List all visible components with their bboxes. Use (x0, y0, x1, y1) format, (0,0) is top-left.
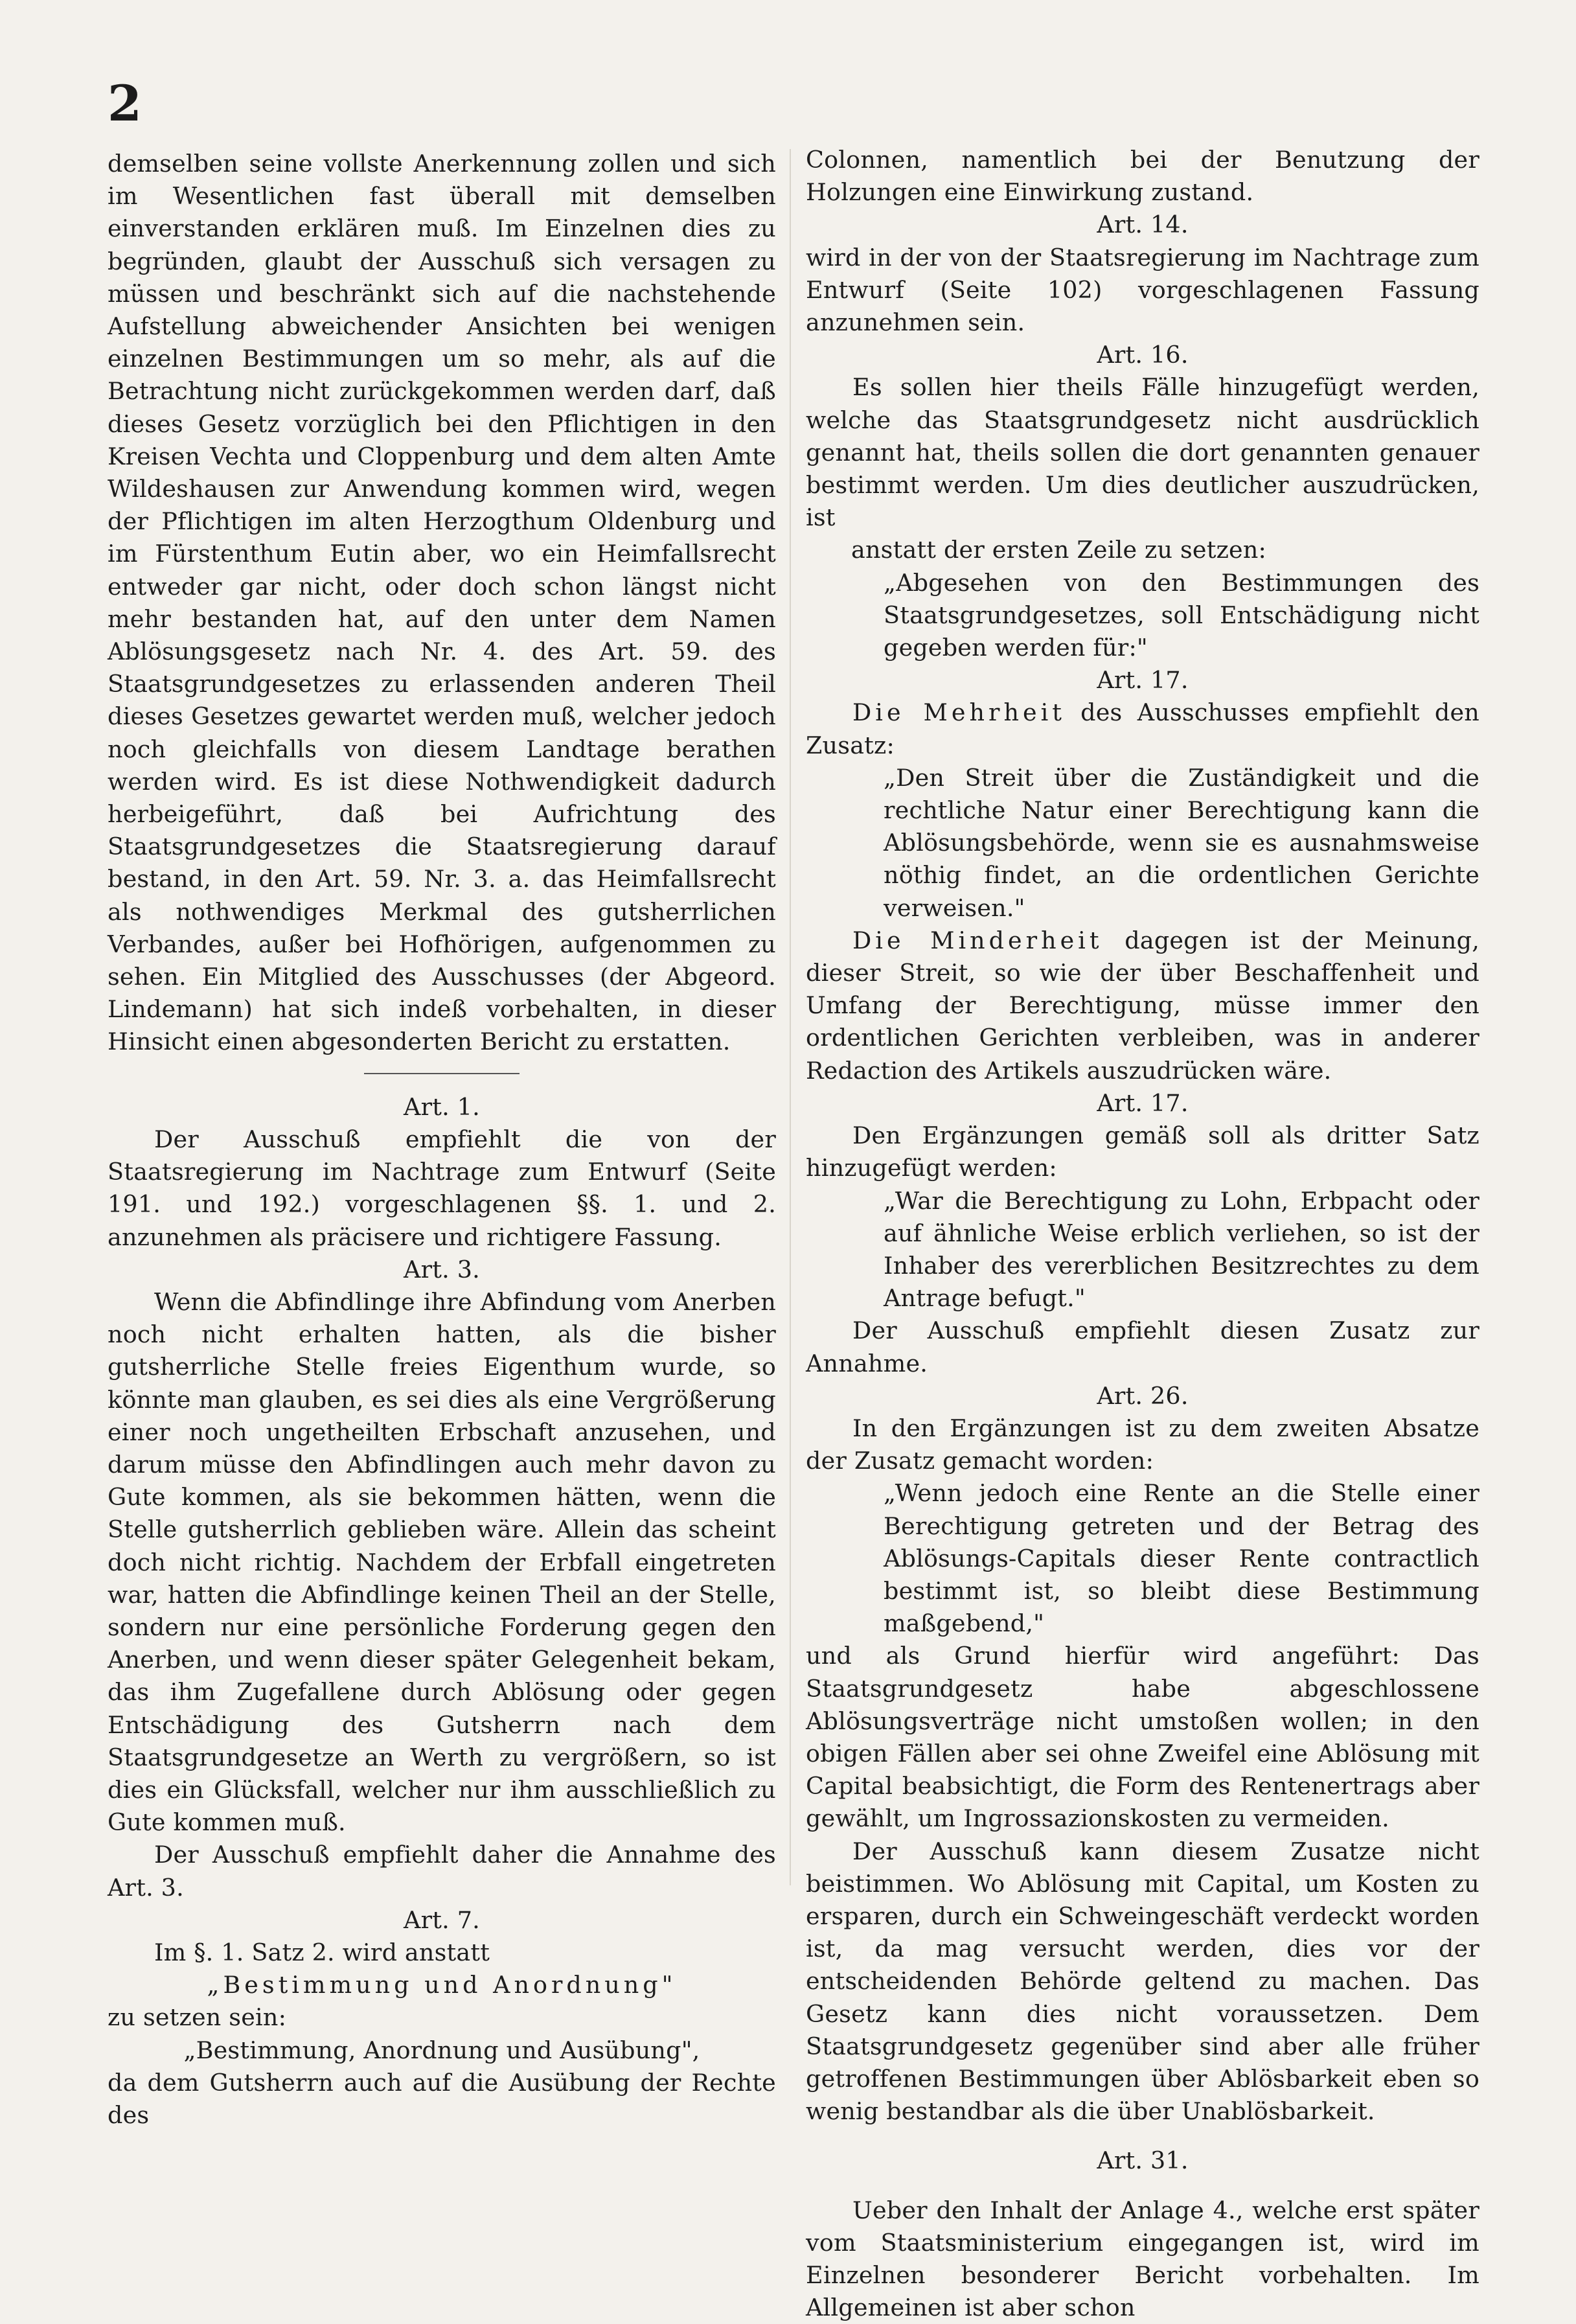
art14-heading: Art. 14. (1097, 211, 1189, 239)
art26-heading: Art. 26. (1097, 1381, 1189, 1410)
art3-recommendation: Der Ausschuß empfiehlt daher die Annahme des Art. 3. (108, 1841, 776, 1902)
minority-text: dagegen ist der Meinung, dieser Streit, so wie der über Beschaffenheit und Umfang der Berechtigung, müsse immer den ordentlichen Gerichten verbleiben, was in anderer Redaction des Artikels auszudrücken wäre. (806, 926, 1479, 1085)
art14-text: wird in der von der Staatsregierung im Nachtrage zum Entwurf (Seite 102) vorgeschlagenen Fassung anzunehmen sein. (806, 243, 1479, 337)
continuation-text: Colonnen, namentlich bei der Benutzung der Holzungen eine Einwirkung zustand. (806, 146, 1479, 207)
spacer (806, 2128, 1479, 2145)
art17b-heading: Art. 17. (1097, 1088, 1189, 1117)
left-column (108, 148, 776, 2132)
section-rule (364, 1073, 520, 1074)
art17b-text: Den Ergänzungen gemäß soll als dritter Satz hinzugefügt werden: (806, 1122, 1479, 1182)
art16-line: anstatt der ersten Zeile zu setzen: (851, 536, 1267, 564)
intro-paragraph: demselben seine vollste Anerkennung zollen und sich im Wesentlichen fast überall mit demselben einverstanden erklären muß. Im Einzelnen dies zu begründen, glaubt der Ausschuß sich versagen zu müssen und beschränkt sich auf die nachstehende Aufstellung abweichender Ansichten bei wenigen einzelnen Bestimmungen um so mehr, als auf die Betrachtung nicht zurückgekommen werden darf, daß dieses Gesetz vorzüglich bei den Pflichtigen in den Kreisen Vechta und Cloppenburg und dem alten Amte Wildeshausen zur Anwendung kommen wird, wegen der Pflichtigen im alten Herzogthum Oldenburg und im Fürstenthum Eutin aber, wo ein Heimfallsrecht entweder gar nicht, oder doch schon längst nicht mehr bestanden hat, auf den unter dem Namen Ablösungsgesetz nach Nr. 4. des Art. 59. des Staatsgrundgesetzes zu erlassenden anderen Theil dieses Gesetzes gewartet werden muß, welcher jedoch noch gleichfalls von diesem Landtage berathen werden wird. Es ist diese Nothwendigkeit dadurch herbeigeführt, daß bei Aufrichtung des Staatsgrundgesetzes die Staatsregierung darauf bestand, in den Art. 59. Nr. 3. a. das Heimfallsrecht als nothwendiges Merkmal des gutsherrlichen Verbandes, außer bei Hofhörigen, aufgenommen zu sehen. Ein Mitglied des Ausschusses (der Abgeord. Lindemann) hat sich indeß vorbehalten, in dieser Hinsicht einen abgesonderten Bericht zu erstatten. (108, 150, 776, 1056)
art17a-heading: Art. 17. (1097, 666, 1189, 695)
art7-heading: Art. 7. (404, 1905, 480, 1934)
minority-label: Die Minderheit (852, 926, 1103, 954)
column-divider (790, 149, 791, 1885)
art17b-recommendation: Der Ausschuß empfiehlt diesen Zusatz zur Annahme. (806, 1317, 1479, 1377)
majority-text: des Ausschusses empfiehlt den Zusatz: (806, 698, 1479, 759)
art1-text: Der Ausschuß empfiehlt die von der Staatsregierung im Nachtrage zum Entwurf (Seite 191. und 192.) vorgeschlagenen §§. 1. und 2. anzunehmen als präcisere und richtigere Fassung. (108, 1125, 776, 1251)
art1-heading: Art. 1. (404, 1092, 480, 1121)
spacer (806, 2178, 1479, 2194)
art17b-quote: „War die Berechtigung zu Lohn, Erbpacht oder auf ähnliche Weise erblich verliehen, so ist der Inhaber des vererblichen Besitzrechtes zu dem Antrage befugt." (884, 1186, 1479, 1313)
art17a-majority (806, 696, 1479, 761)
art16-heading: Art. 16. (1097, 341, 1189, 369)
art26-rejection: Der Ausschuß kann diesem Zusatze nicht beistimmen. Wo Ablösung mit Capital, um Kosten zu ersparen, durch ein Schweingeschäft verdeckt worden ist, da mag versucht werden, dies vor der entscheidenden Behörde geltend zu machen. Das Gesetz kann dies nicht voraussetzen. Dem Staatsgrundgesetz gegenüber sind aber alle früher getroffenen Bestimmungen über Ablösbarkeit eben so wenig bestandbar als die über Unablösbarkeit. (806, 1837, 1479, 2126)
art26-text: In den Ergänzungen ist zu dem zweiten Absatze der Zusatz gemacht worden: (806, 1414, 1479, 1475)
art26-quote: „Wenn jedoch eine Rente an die Stelle einer Berechtigung getreten und der Betrag des Ablösungs-Capitals dieser Rente contractlich bestimmt ist, so bleibt diese Bestimmung maßgebend," (884, 1479, 1479, 1638)
right-column (806, 144, 1479, 2324)
art17a-quote: „Den Streit über die Zuständigkeit und die rechtliche Natur einer Berechtigung kann die Ablösungsbehörde, wenn sie es ausnahmsweise nöthig findet, an die ordentlichen Gerichte verweisen." (884, 763, 1479, 922)
art26-reason: und als Grund hierfür wird angeführt: Das Staatsgrundgesetz habe abgeschlossene Ablösungsverträge nicht umstoßen wollen; in den obigen Fällen aber sei ohne Zweifel eine Ablösung mit Capital beabsichtigt, die Form des Rentenertrags aber gewählt, um Ingrossazionskosten zu vermeiden. (806, 1642, 1479, 1833)
art31-text: Ueber den Inhalt der Anlage 4., welche erst später vom Staatsministerium eingegangen ist, wird im Einzelnen besonderer Bericht vorbehalten. Im Allgemeinen ist aber schon (806, 2196, 1479, 2322)
art16-text: Es sollen hier theils Fälle hinzugefügt werden, welche das Staatsgrundgesetz nicht ausdrücklich genannt hat, theils sollen die dort genannten genauer bestimmt werden. Um dies deutlicher auszudrücken, ist (806, 373, 1479, 532)
art3-text: Wenn die Abfindlinge ihre Abfindung vom Anerben noch nicht erhalten hatten, als die bisher gutsherrliche Stelle freies Eigenthum wurde, so könnte man glauben, es sei dies als eine Vergrößerung einer noch ungetheilten Erbschaft anzusehen, und darum müsse den Abfindlingen auch mehr davon zu Gute kommen, als sie bekommen hätten, wenn die Stelle gutsherrlich geblieben wäre. Allein das scheint doch nicht richtig. Nachdem der Erbfall eingetreten war, hatten die Abfindlinge keinen Theil an der Stelle, sondern nur eine persönliche Forderung gegen den Anerben, und wenn dieser später Gelegenheit bekam, das ihm Zugefallene durch Ablösung oder gegen Entschädigung des Gutsherrn nach dem Staatsgrundgesetze an Werth zu vergrößern, so ist dies ein Glücksfall, welcher nur ihm ausschließlich zu Gute kommen muß. (108, 1287, 776, 1837)
art31-heading: Art. 31. (1097, 2146, 1189, 2175)
art7-line2: zu setzen sein: (108, 2003, 287, 2032)
art17a-minority (806, 925, 1479, 1087)
art7-line3: da dem Gutsherrn auch auf die Ausübung der Rechte des (108, 2068, 776, 2129)
art7-quote2: „Bestimmung, Anordnung und Ausübung", (183, 2036, 700, 2064)
art3-heading: Art. 3. (404, 1255, 480, 1283)
art7-line1: Im §. 1. Satz 2. wird anstatt (154, 1938, 490, 1966)
art7-quote1: „Bestimmung und Anordnung" (207, 1971, 677, 1999)
art16-quote: „Abgesehen von den Bestimmungen des Staatsgrundgesetzes, soll Entschädigung nicht gegeben werden für:" (884, 568, 1479, 662)
page-number: 2 (108, 75, 142, 132)
majority-label: Die Mehrheit (852, 698, 1066, 727)
